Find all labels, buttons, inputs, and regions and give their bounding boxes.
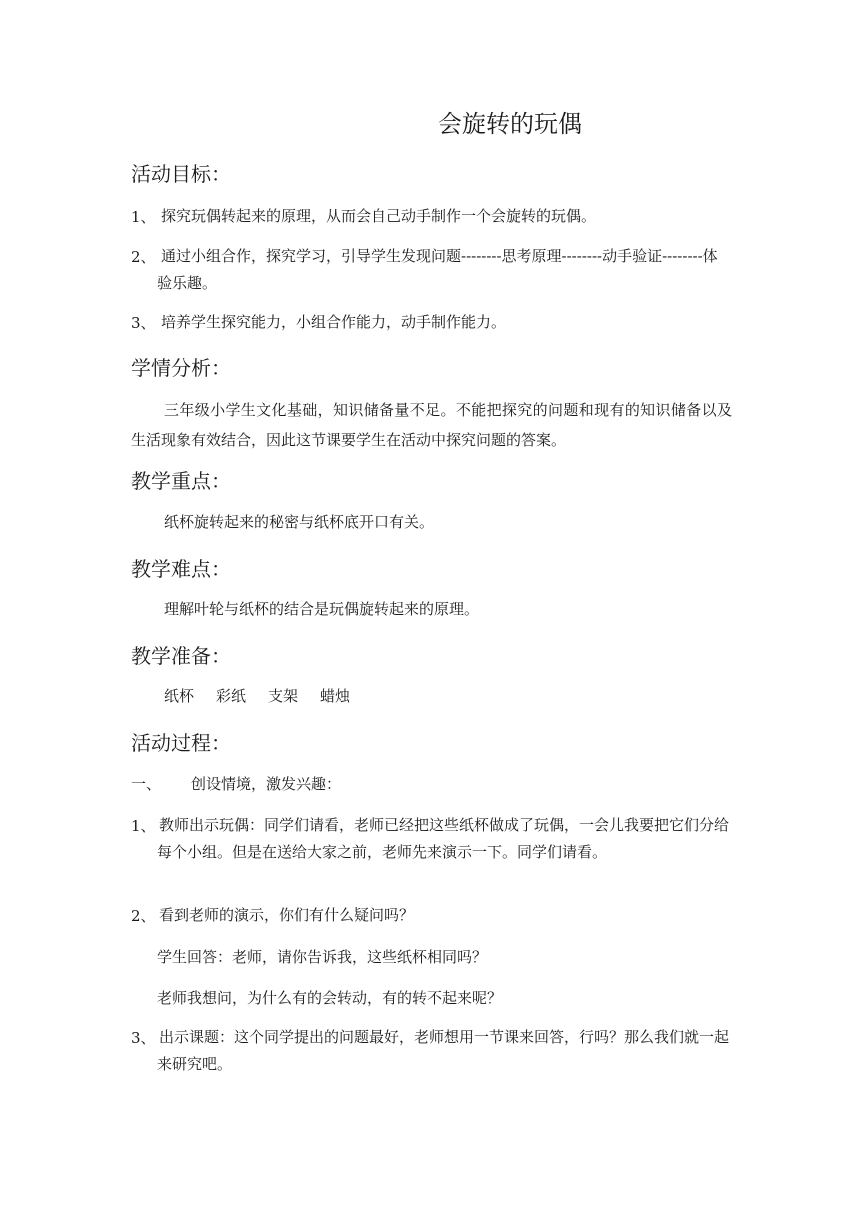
- material-item: 彩纸: [216, 687, 247, 705]
- analysis-heading: 学情分析：: [131, 356, 231, 380]
- goal-text-1: 探究玩偶转起来的原理，从而会自己动手制作一个会旋转的玩偶。: [161, 207, 597, 225]
- materials-list: [164, 682, 372, 710]
- process-number-1: 1、: [131, 817, 156, 835]
- goal-number-2: 2、: [131, 248, 156, 266]
- preparation-heading: 教学准备：: [131, 644, 231, 668]
- key-point-text: 纸杯旋转起来的秘密与纸杯底开口有关。: [164, 513, 435, 531]
- student-answer: 学生回答：老师，请你告诉我，这些纸杯相同吗？: [157, 948, 488, 966]
- key-point-heading: 教学重点：: [131, 469, 231, 493]
- material-item: 支架: [268, 687, 299, 705]
- goals-heading: 活动目标：: [131, 162, 231, 186]
- goal-text-3: 培养学生探究能力，小组合作能力，动手制作能力。: [161, 313, 507, 331]
- difficulty-text: 理解叶轮与纸杯的结合是玩偶旋转起来的原理。: [164, 600, 480, 618]
- difficulty-heading: 教学难点：: [131, 557, 231, 581]
- process-number-2: 2、: [131, 907, 156, 925]
- teacher-question: 老师我想问，为什么有的会转动，有的转不起来呢？: [157, 989, 503, 1007]
- goal-number-3: 3、: [131, 314, 156, 332]
- material-item: 蜡烛: [320, 687, 351, 705]
- part-title: 创设情境，激发兴趣：: [191, 775, 342, 793]
- goal-number-1: 1、: [131, 208, 156, 226]
- process-text-3: 出示课题：这个同学提出的问题最好，老师想用一节课来回答，行吗？那么我们就一起来研究吧。: [157, 1028, 730, 1073]
- process-text-1: 教师出示玩偶：同学们请看，老师已经把这些纸杯做成了玩偶，一会儿我要把它们分给每个小组。但是在送给大家之前，老师先来演示一下。同学们请看。: [157, 816, 730, 861]
- analysis-text: 三年级小学生文化基础，知识储备量不足。不能把探究的问题和现有的知识储备以及生活现象有效结合，因此这节课要学生在活动中探究问题的答案。: [131, 401, 732, 449]
- process-heading: 活动过程：: [131, 731, 231, 755]
- document-title: 会旋转的玩偶: [438, 110, 582, 138]
- material-item: 纸杯: [164, 687, 195, 705]
- process-number-3: 3、: [131, 1029, 156, 1047]
- goal-text-2: 通过小组合作，探究学习，引导学生发现问题--------思考原理--------动手验证--------体验乐趣。: [157, 247, 718, 292]
- part-number: 一、: [131, 775, 162, 793]
- process-text-2: 看到老师的演示，你们有什么疑问吗？: [159, 906, 415, 924]
